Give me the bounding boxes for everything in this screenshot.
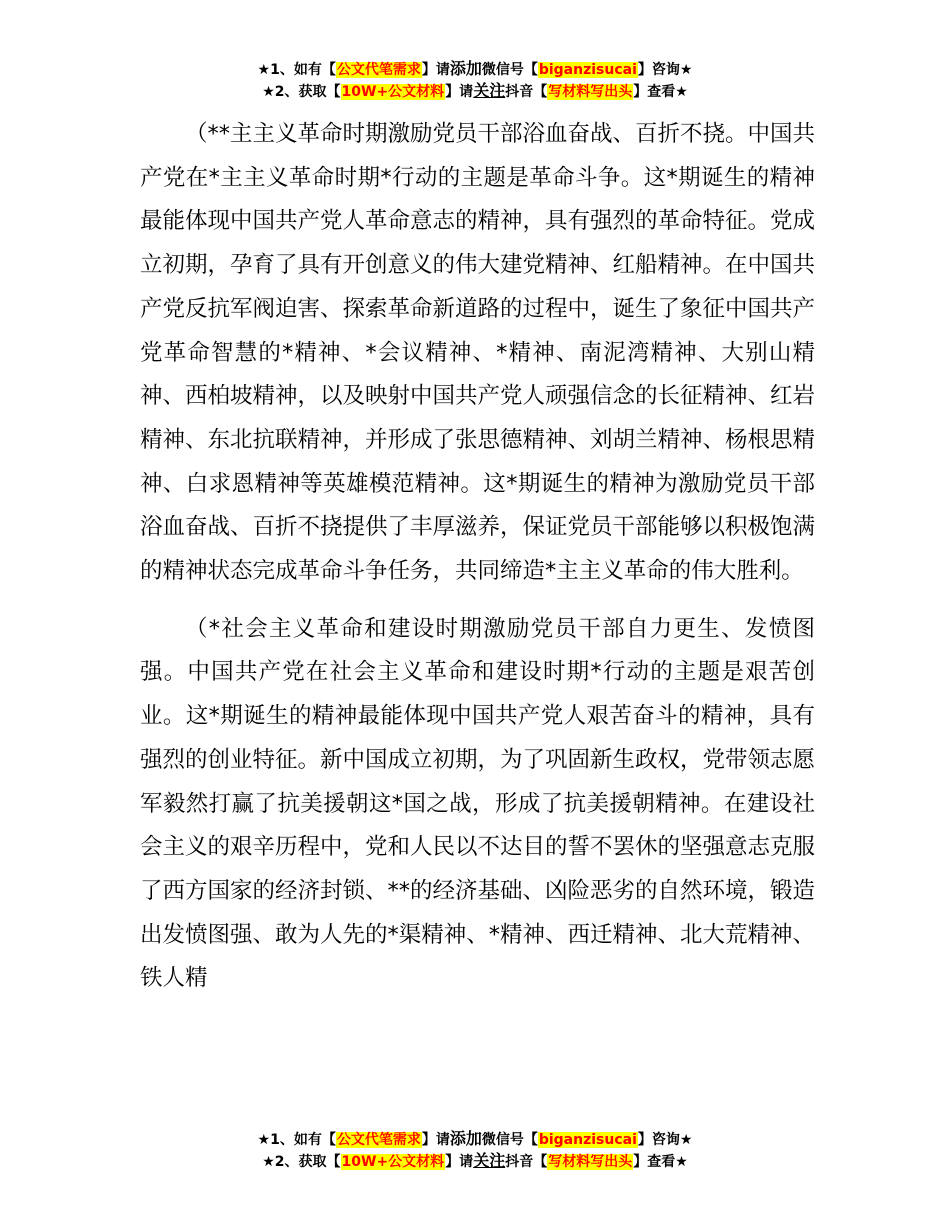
highlight-materials: 10W+公文材料 [341, 1154, 445, 1170]
header-line-2: ★2、获取【10W+公文材料】请关注抖音【写材料写出头】查看★ [262, 81, 688, 100]
header-banner [0, 58, 950, 102]
footer-line-1: ★1、如有【公文代笔需求】请添加微信号【biganzisucai】咨询★ [257, 1129, 693, 1148]
footer-banner [0, 1128, 950, 1172]
header-line-1: ★1、如有【公文代笔需求】请添加微信号【biganzisucai】咨询★ [257, 59, 693, 78]
highlight-douyin: 写材料写出头 [548, 84, 633, 100]
highlight-wechat-id: biganzisucai [538, 62, 637, 78]
document-body [140, 113, 815, 1001]
highlight-douyin: 写材料写出头 [548, 1154, 633, 1170]
footer-line-2: ★2、获取【10W+公文材料】请关注抖音【写材料写出头】查看★ [262, 1151, 688, 1170]
highlight-materials: 10W+公文材料 [341, 84, 445, 100]
highlight-service: 公文代笔需求 [336, 1132, 421, 1148]
highlight-wechat-id: biganzisucai [538, 1132, 637, 1148]
highlight-service: 公文代笔需求 [336, 62, 421, 78]
paragraph-2: （*社会主义革命和建设时期激励党员干部自力更生、发愤图强。中国共产党在社会主义革命和建设时期*行动的主题是艰苦创业。这*期诞生的精神最能体现中国共产党人艰苦奋斗的精神，具有强烈的创业特征。新中国成立初期，为了巩固新生政权，党带领志愿军毅然打赢了抗美援朝这*国之战，形成了抗美援朝精神。在建设社会主义的艰辛历程中，党和人民以不达目的誓不罢休的坚强意志克服了西方国家的经济封锁、**的经济基础、凶险恶劣的自然环境，锻造出发愤图强、敢为人先的*渠精神、*精神、西迁精神、北大荒精神、铁人精 [140, 615, 816, 992]
paragraph-1: （**主主义革命时期激励党员干部浴血奋战、百折不挠。中国共产党在*主主义革命时期*行动的主题是革命斗争。这*期诞生的精神最能体现中国共产党人革命意志的精神，具有强烈的革命特征。党成立初期，孕育了具有开创意义的伟大建党精神、红船精神。在中国共产党反抗军阀迫害、探索革命新道路的过程中，诞生了象征中国共产党革命智慧的*精神、*会议精神、*精神、南泥湾精神、大别山精神、西柏坡精神，以及映射中国共产党人顽强信念的长征精神、红岩精神、东北抗联精神，并形成了张思德精神、刘胡兰精神、杨根思精神、白求恩精神等英雄模范精神。这*期诞生的精神为激励党员干部浴血奋战、百折不挠提供了丰厚滋养，保证党员干部能够以积极饱满的精神状态完成革命斗争任务，共同缔造*主主义革命的伟大胜利。 [140, 121, 816, 585]
